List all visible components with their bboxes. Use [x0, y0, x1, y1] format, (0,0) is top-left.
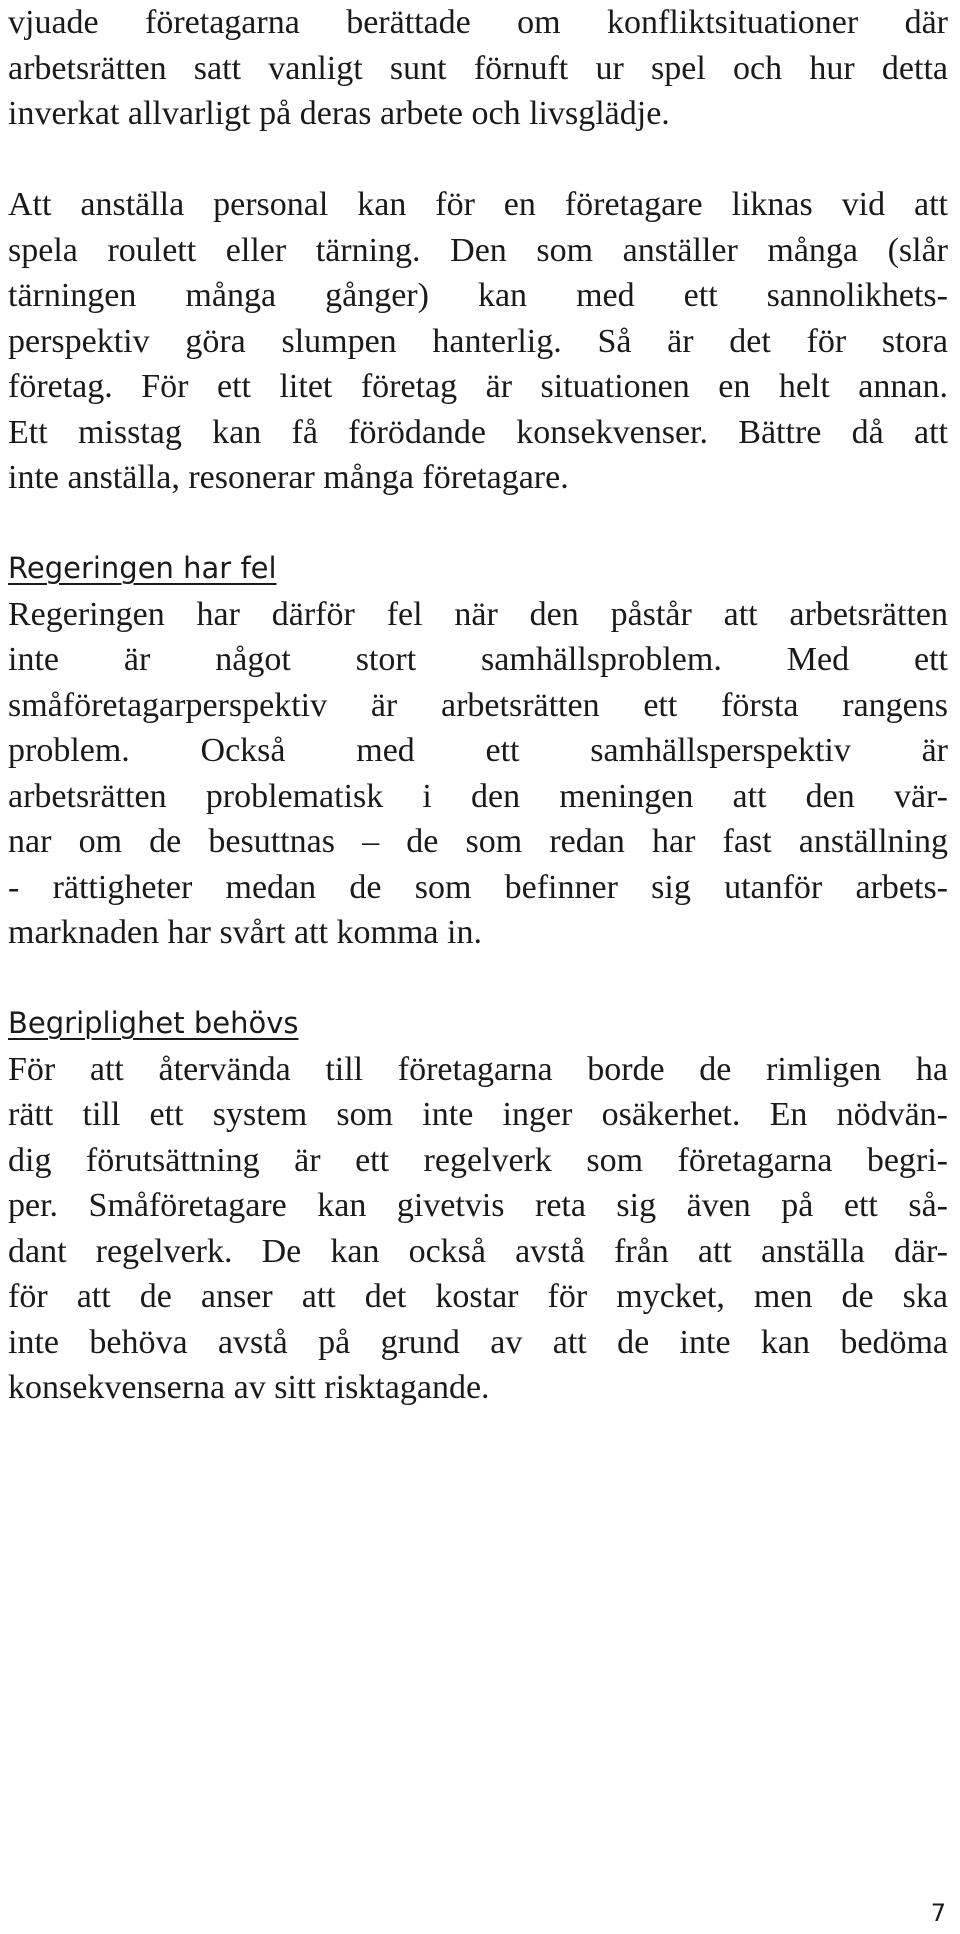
text-line: inte anställa, resonerar många företagare.: [8, 459, 569, 496]
text-line: Att anställa personal kan för en företagare liknas vid att: [8, 186, 948, 223]
text-line: inverkat allvarligt på deras arbete och livsglädje.: [8, 95, 670, 132]
text-line: företag. För ett litet företag är situationen en helt annan.: [8, 368, 948, 405]
text-line: marknaden har svårt att komma in.: [8, 914, 482, 951]
text-line: nar om de besuttnas – de som redan har fast anställning: [8, 823, 948, 860]
text-line: spela roulett eller tärning. Den som anställer många (slår: [8, 231, 948, 269]
text-line: vjuade företagarna berättade om konfliktsituationer där: [8, 4, 948, 41]
text-line: småföretagarperspektiv är arbetsrätten ett första rangens: [8, 686, 948, 724]
paragraph-roulette: [8, 182, 948, 501]
section-regeringen-har-fel: [8, 546, 948, 956]
text-line: perspektiv göra slumpen hanterlig. Så är det för stora: [8, 322, 948, 360]
page-number: 7: [930, 1899, 946, 1927]
text-line: arbetsrätten satt vanligt sunt förnuft ur spel och hur detta: [8, 49, 948, 87]
document-page: [8, 0, 948, 1411]
text-line: Ett misstag kan få förödande konsekvenser. Bättre då att: [8, 413, 948, 451]
text-line: konsekvenserna av sitt risktagande.: [8, 1369, 490, 1406]
text-line: - rättigheter medan de som befinner sig utanför arbets-: [8, 868, 948, 906]
section-begriplighet-behovs: [8, 1001, 948, 1411]
text-line: inte är något stort samhällsproblem. Med ett: [8, 641, 948, 678]
text-line: Regeringen har därför fel när den påstår att arbetsrätten: [8, 595, 948, 633]
text-line: För att återvända till företagarna borde de rimligen ha: [8, 1050, 948, 1088]
text-line: dant regelverk. De kan också avstå från att anställa där-: [8, 1232, 948, 1270]
text-line: problem. Också med ett samhällsperspektiv är: [8, 732, 948, 769]
text-line: arbetsrätten problematisk i den meningen att den vär-: [8, 777, 948, 815]
text-line: per. Småföretagare kan givetvis reta sig även på ett så-: [8, 1187, 948, 1224]
text-line: inte behöva avstå på grund av att de inte kan bedöma: [8, 1323, 948, 1361]
section-heading: Begriplighet behövs: [8, 1006, 299, 1040]
section-heading: Regeringen har fel: [8, 551, 277, 585]
paragraph-intro-continued: [8, 0, 948, 137]
text-line: rätt till ett system som inte inger osäkerhet. En nödvän-: [8, 1096, 948, 1133]
text-line: tärningen många gånger) kan med ett sannolikhets-: [8, 277, 948, 314]
text-line: dig förutsättning är ett regelverk som företagarna begri-: [8, 1141, 948, 1179]
text-line: för att de anser att det kostar för mycket, men de ska: [8, 1278, 948, 1315]
